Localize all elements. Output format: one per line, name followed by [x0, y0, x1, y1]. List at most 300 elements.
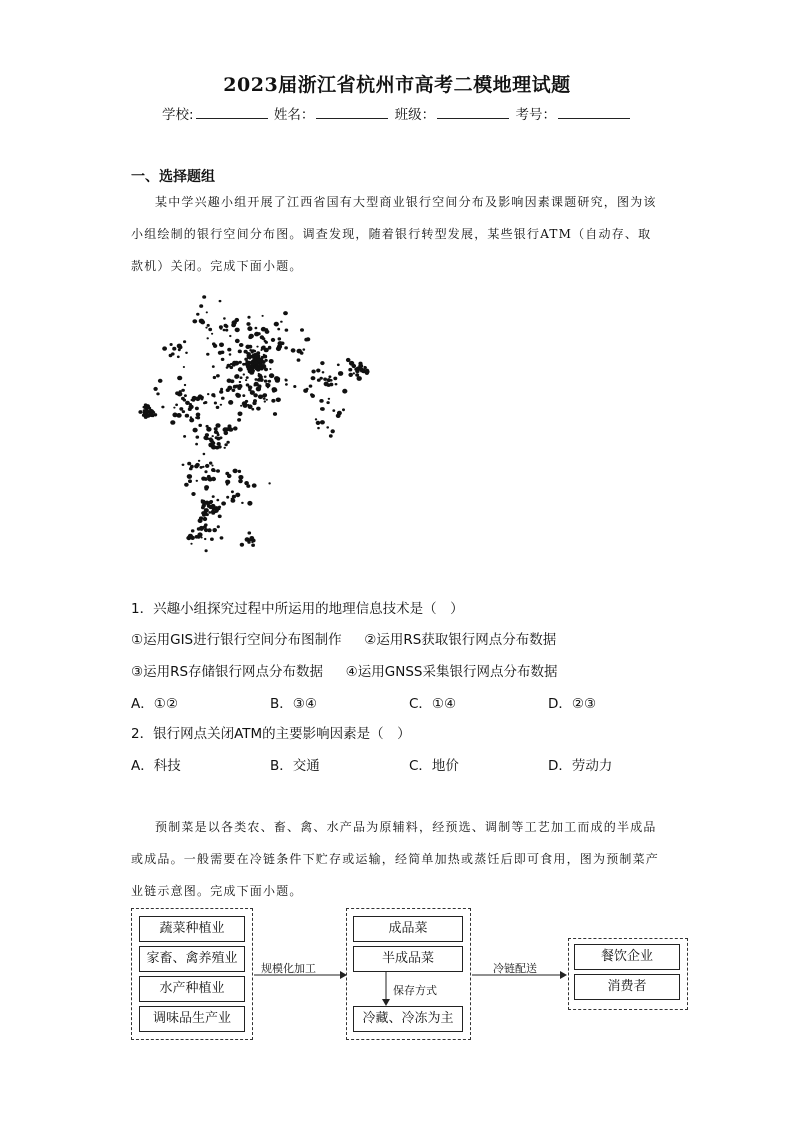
map-dot — [158, 379, 163, 383]
map-dot — [215, 510, 217, 512]
map-dot — [283, 311, 288, 315]
map-dot — [280, 321, 283, 323]
map-dot — [268, 482, 270, 484]
map-dot — [262, 315, 264, 317]
map-dot — [264, 340, 267, 343]
passage-1: 某中学兴趣小组开展了江西省国有大型商业银行空间分布及影响因素课题研究，图为该小组绘制的银行空间分布图。调查发现，随着银行转型发展，某些银行ATM（自动存、取款机）关闭。完成下面小题。 — [131, 195, 657, 273]
map-dot — [255, 378, 258, 381]
q1-option-d[interactable]: D．②③ — [548, 696, 597, 712]
map-dot — [231, 498, 236, 502]
map-dot — [218, 445, 222, 448]
map-dot — [184, 384, 186, 386]
map-dot — [269, 368, 271, 370]
map-dot — [241, 502, 244, 504]
map-dot — [238, 361, 242, 364]
map-dot — [329, 383, 333, 387]
map-dot — [278, 337, 282, 340]
map-dot — [258, 395, 263, 400]
map-dot — [238, 475, 243, 480]
passage-2: 预制菜是以各类农、畜、禽、水产品为原辅料，经预选、调制等工艺加工而成的半成品或成品。一般需要在冷链条件下贮存或运输，经简单加热或蒸饪后即可食用，图为预制菜产业链示意图。完成下面小题。 — [131, 820, 660, 898]
map-dot — [216, 437, 220, 441]
map-dot — [247, 501, 252, 506]
map-dot — [223, 317, 226, 319]
map-dot — [227, 386, 232, 391]
map-dot — [235, 339, 240, 343]
map-dot — [177, 376, 182, 381]
map-dot — [264, 400, 266, 402]
map-dot — [225, 427, 230, 431]
map-dot — [355, 369, 359, 373]
map-dot — [235, 493, 240, 498]
map-dot — [353, 372, 355, 374]
map-dot — [235, 328, 240, 333]
map-dot — [196, 313, 199, 316]
map-dot — [248, 370, 252, 373]
map-dot — [212, 435, 214, 437]
map-dot — [303, 348, 306, 350]
map-dot — [258, 384, 262, 388]
map-dot — [207, 393, 209, 395]
arrow2-label: 冷链配送 — [493, 962, 537, 975]
map-dot — [229, 335, 231, 337]
map-dot — [212, 342, 216, 345]
map-dot — [200, 320, 205, 324]
map-dot — [274, 376, 279, 381]
map-dot — [251, 544, 255, 547]
map-dot — [206, 353, 209, 356]
map-dot — [221, 501, 226, 505]
map-dot — [320, 361, 324, 365]
map-dot — [324, 382, 329, 387]
map-dot — [214, 402, 217, 405]
map-dot — [276, 347, 281, 352]
map-dot — [268, 380, 271, 383]
map-dot — [184, 483, 189, 487]
map-dot — [263, 393, 267, 397]
map-dot — [317, 379, 321, 382]
map-dot — [239, 413, 242, 415]
q1-option-c[interactable]: C．①④ — [409, 696, 457, 712]
map-dot — [273, 388, 277, 392]
map-dot — [177, 356, 180, 359]
map-dot — [232, 320, 237, 325]
map-dot — [239, 381, 241, 383]
map-dot — [297, 349, 302, 354]
map-dot — [197, 535, 201, 538]
map-dot — [221, 397, 225, 400]
q2-option-c[interactable]: C．地价 — [409, 758, 459, 774]
map-dot — [204, 470, 207, 473]
student-info-line — [0, 103, 794, 123]
map-dot — [309, 385, 313, 388]
map-dot — [326, 401, 329, 404]
map-dot — [247, 326, 252, 331]
map-dot — [239, 343, 244, 347]
map-dot — [191, 529, 195, 532]
map-dot — [297, 358, 301, 361]
map-dot — [153, 387, 157, 391]
map-dot — [220, 404, 222, 406]
map-dot — [169, 354, 173, 357]
map-dot — [264, 376, 267, 378]
map-dot — [316, 369, 320, 373]
map-dot — [233, 469, 238, 474]
map-dot — [202, 295, 206, 299]
map-dot — [205, 433, 209, 437]
map-dot — [264, 355, 267, 358]
map-dot — [321, 407, 325, 411]
map-dot — [256, 368, 260, 372]
map-dot — [201, 499, 204, 501]
q1-option-b[interactable]: B．③④ — [270, 696, 317, 712]
map-dot — [211, 333, 213, 335]
map-dot — [269, 359, 274, 364]
map-dot — [188, 479, 192, 483]
map-dot — [227, 474, 232, 478]
map-dot — [277, 328, 280, 331]
map-dot — [276, 398, 281, 403]
map-dot — [183, 399, 186, 402]
arrow-cold-chain — [470, 968, 568, 982]
map-dot — [161, 406, 164, 409]
map-dot — [175, 404, 178, 407]
map-dot — [348, 373, 353, 377]
map-dot — [238, 367, 243, 371]
raw-seasoning: 调味品生产业 — [139, 1006, 245, 1032]
map-dot — [291, 348, 296, 352]
map-dot — [183, 340, 186, 343]
semi-finished-dish: 半成品菜 — [353, 946, 463, 972]
map-dot — [284, 346, 288, 349]
map-dot — [285, 329, 289, 332]
map-dot — [212, 528, 217, 532]
map-dot — [207, 324, 210, 327]
map-dot — [203, 453, 206, 455]
map-dot — [203, 517, 208, 521]
map-dot — [192, 399, 196, 402]
map-dot — [243, 373, 245, 375]
map-dot — [199, 516, 203, 520]
map-dot — [261, 327, 266, 332]
map-dot — [255, 327, 258, 330]
map-dot — [329, 434, 333, 437]
map-dot — [199, 304, 203, 308]
map-dot — [219, 343, 224, 348]
map-dot — [218, 351, 222, 355]
map-dot — [189, 418, 194, 423]
q1-item-4: ④运用GNSS采集银行网点分布数据 — [345, 664, 558, 680]
map-dot — [195, 407, 199, 411]
map-dot — [193, 428, 198, 433]
map-dot — [142, 414, 146, 417]
map-dot — [365, 371, 369, 375]
map-dot — [246, 364, 251, 369]
map-dot — [256, 351, 260, 355]
map-dot — [242, 394, 245, 397]
map-dot — [256, 346, 258, 348]
map-dot — [360, 368, 364, 372]
map-dot — [342, 389, 347, 394]
map-dot — [150, 413, 154, 416]
map-dot — [264, 359, 267, 362]
map-dot — [204, 485, 209, 489]
map-dot — [257, 332, 261, 335]
raw-aquatic: 水产种植业 — [139, 976, 245, 1002]
q1-item-2: ②运用RS获取银行网点分布数据 — [364, 632, 557, 648]
map-dot — [322, 371, 325, 373]
map-dot — [181, 389, 185, 392]
map-dot — [227, 348, 231, 352]
map-dot — [251, 349, 255, 352]
map-dot — [172, 413, 177, 418]
map-dot — [162, 346, 167, 350]
class-label: 班级： — [394, 107, 436, 123]
map-dot — [183, 435, 186, 438]
map-dot — [224, 431, 229, 435]
map-dot — [247, 316, 250, 319]
map-dot — [213, 376, 216, 379]
q1-item-1: ①运用GIS进行银行空间分布图制作 — [131, 632, 342, 648]
map-dot — [192, 319, 197, 323]
bank-distribution-map — [130, 288, 395, 570]
map-dot — [245, 345, 250, 349]
map-dot — [206, 513, 209, 516]
map-dot — [247, 541, 250, 544]
map-dot — [189, 403, 192, 406]
id-blank[interactable] — [558, 106, 630, 119]
map-dot — [211, 393, 215, 397]
map-dot — [217, 442, 221, 446]
map-dot — [217, 434, 220, 437]
map-dot — [149, 409, 153, 412]
map-dot — [189, 467, 193, 470]
map-dot — [264, 368, 268, 372]
q1-item-3: ③运用RS存储银行网点分布数据 — [131, 664, 324, 680]
question-1-items-row2 — [131, 660, 557, 680]
map-dot — [225, 325, 229, 328]
map-dot — [265, 383, 270, 388]
map-dot — [207, 475, 211, 478]
map-dot — [204, 401, 207, 404]
map-dot — [191, 492, 195, 496]
section-title: 一、选择题组 — [131, 169, 215, 185]
map-dot — [306, 388, 309, 391]
map-dot — [248, 388, 251, 391]
arrow1-label: 规模化加工 — [261, 962, 316, 975]
map-dot — [188, 407, 192, 411]
map-dot — [201, 506, 205, 509]
map-dot — [195, 443, 198, 446]
map-dot — [269, 373, 274, 378]
map-dot — [246, 376, 249, 379]
map-dot — [311, 376, 316, 380]
map-dot — [338, 371, 343, 376]
map-dot — [205, 464, 209, 468]
map-dot — [170, 420, 175, 425]
name-label: 姓名： — [273, 107, 315, 123]
map-dot — [195, 397, 200, 402]
map-dot — [212, 365, 215, 368]
q2-option-a[interactable]: A．科技 — [131, 758, 181, 774]
map-dot — [219, 300, 222, 302]
question-2-stem: 2．银行网点关闭ATM的主要影响因素是（ ） — [131, 726, 411, 742]
map-dot — [198, 424, 202, 427]
map-dot — [230, 366, 234, 369]
map-dot — [273, 412, 277, 416]
map-dot — [178, 345, 182, 349]
map-dot — [188, 534, 193, 539]
map-dot — [333, 377, 337, 381]
map-dot — [248, 404, 253, 409]
map-dots — [138, 295, 369, 552]
map-dot — [226, 441, 229, 444]
map-dot — [208, 328, 212, 331]
map-dot — [213, 470, 216, 473]
map-dot — [263, 397, 266, 399]
map-dot — [266, 399, 268, 401]
map-dot — [218, 515, 222, 519]
map-dot — [209, 500, 213, 503]
map-dot — [206, 311, 208, 313]
map-dot — [271, 399, 275, 403]
map-dot — [348, 368, 352, 372]
map-dot — [240, 543, 244, 547]
map-dot — [351, 363, 353, 365]
q2-option-d[interactable]: D．劳动力 — [548, 758, 613, 774]
map-dot — [224, 443, 227, 446]
map-dot — [304, 338, 308, 342]
map-dot — [209, 462, 212, 465]
school-blank[interactable] — [196, 106, 268, 119]
arrow-storage — [381, 971, 391, 1007]
map-dot — [315, 418, 317, 420]
map-dot — [220, 327, 223, 330]
raw-vegetables: 蔬菜种植业 — [139, 916, 245, 942]
map-dot — [207, 502, 210, 505]
raw-livestock: 家畜、禽养殖业 — [139, 946, 245, 972]
map-dot — [364, 366, 367, 369]
map-dot — [249, 537, 254, 541]
map-dot — [285, 383, 288, 386]
map-dot — [300, 328, 304, 332]
map-dot — [293, 385, 296, 388]
map-dot — [328, 375, 331, 378]
map-dot — [187, 474, 192, 479]
map-dot — [252, 354, 255, 357]
class-blank[interactable] — [437, 106, 509, 119]
map-dot — [246, 322, 250, 326]
map-dot — [238, 479, 243, 483]
map-dot — [210, 538, 214, 541]
map-dot — [261, 360, 264, 363]
map-dot — [281, 342, 285, 346]
map-dot — [268, 346, 271, 349]
map-dot — [252, 483, 257, 487]
map-dot — [326, 426, 329, 428]
map-dot — [254, 385, 256, 387]
map-dot — [231, 490, 234, 493]
map-dot — [243, 404, 248, 408]
map-dot — [316, 421, 321, 425]
q1-option-a[interactable]: A．①② — [131, 696, 178, 712]
catering: 餐饮企业 — [574, 944, 680, 970]
industry-chain-diagram — [131, 908, 691, 1042]
map-dot — [238, 470, 241, 473]
map-dot — [230, 379, 234, 383]
map-dot — [238, 350, 242, 354]
storage-label: 保存方式 — [393, 984, 437, 997]
map-dot — [240, 376, 243, 379]
map-dot — [190, 543, 192, 545]
map-dot — [232, 389, 236, 392]
map-dot — [274, 322, 279, 327]
map-dot — [311, 394, 315, 398]
map-dot — [212, 495, 215, 498]
map-dot — [253, 393, 258, 397]
map-dot — [172, 347, 176, 351]
map-dot — [170, 343, 173, 346]
map-dot — [223, 329, 226, 332]
map-dot — [182, 410, 185, 413]
map-dot — [320, 420, 325, 424]
map-dot — [232, 361, 237, 365]
map-dot — [183, 366, 185, 368]
map-dot — [200, 466, 203, 469]
map-dot — [248, 531, 252, 534]
map-dot — [184, 394, 187, 397]
map-dot — [219, 390, 223, 394]
map-dot — [245, 379, 247, 381]
map-dot — [173, 407, 175, 409]
map-dot — [240, 405, 242, 407]
map-dot — [221, 358, 225, 361]
map-dot — [177, 392, 182, 397]
map-dot — [332, 409, 335, 412]
map-dot — [144, 406, 149, 411]
map-dot — [194, 464, 199, 468]
map-dot — [226, 366, 229, 368]
map-dot — [254, 356, 256, 358]
name-blank[interactable] — [316, 106, 388, 119]
page-title: 2023届浙江省杭州市高考二模地理试题 — [223, 74, 571, 96]
map-dot — [247, 354, 252, 358]
map-dot — [218, 508, 221, 510]
map-dot — [182, 464, 185, 466]
map-dot — [331, 429, 335, 433]
map-dot — [235, 374, 240, 378]
map-dot — [237, 418, 241, 422]
map-dot — [215, 423, 220, 428]
map-dot — [357, 376, 362, 381]
map-dot — [336, 414, 341, 418]
map-dot — [211, 510, 215, 514]
q2-option-b[interactable]: B．交通 — [270, 758, 320, 774]
map-dot — [359, 364, 363, 367]
map-dot — [211, 445, 216, 450]
map-dot — [224, 447, 226, 449]
map-dot — [258, 374, 262, 378]
map-dot — [254, 361, 259, 365]
map-dot — [211, 465, 213, 467]
map-dot — [205, 549, 208, 552]
map-dot — [185, 414, 189, 418]
map-dot — [154, 413, 158, 416]
map-dot — [156, 392, 159, 395]
map-dot — [256, 407, 261, 411]
map-dot — [317, 427, 320, 429]
map-dot — [203, 525, 207, 529]
school-label: 学校: — [162, 107, 194, 123]
